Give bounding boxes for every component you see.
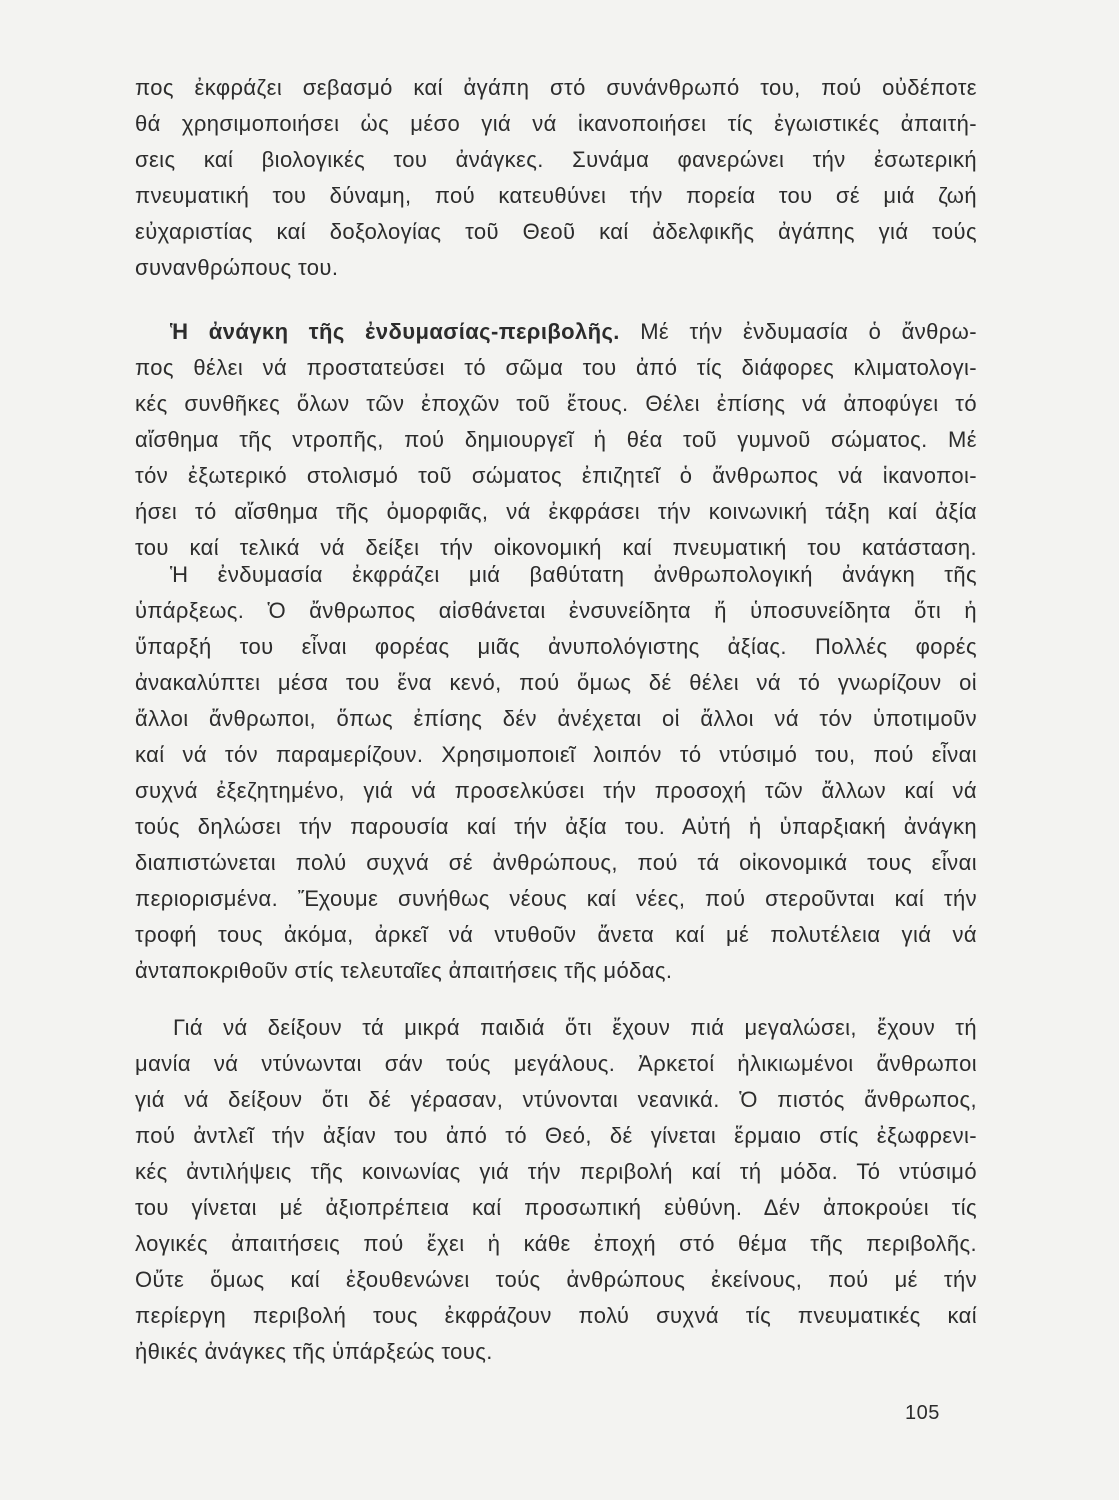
text-line: ήσει τό αἴσθημα τῆς ὀμορφιᾶς, νά ἐκφράσει τήν κοινωνική τάξη καί ἀξία	[135, 499, 977, 524]
text-line: πος ἐκφράζει σεβασμό καί ἀγάπη στό συνάνθρωπό του, πού οὐδέποτε	[135, 75, 977, 100]
page-number: 105	[905, 1402, 940, 1424]
text-line: περιορισμένα. Ἔχουμε συνήθως νέους καί νέες, πού στεροῦνται καί τήν	[135, 886, 977, 911]
paragraph-1	[135, 70, 977, 286]
text-line: περίεργη περιβολή τους ἐκφράζουν πολύ συχνά τίς πνευματικές καί	[135, 1303, 977, 1328]
section-heading: Ἡ ἀνάγκη τῆς ἐνδυμασίας-περιβολῆς.	[170, 319, 620, 344]
text-line: μανία νά ντύνωνται σάν τούς μεγάλους. Ἀρκετοί ἡλικιωμένοι ἄνθρωποι	[135, 1051, 977, 1076]
text-line: πνευματική του δύναμη, πού κατευθύνει τήν πορεία του σέ μιά ζωή	[135, 183, 977, 208]
heading-line-rest: Μέ τήν ἐνδυμασία ὁ ἄνθρω-	[619, 319, 977, 344]
text-line: γιά νά δείξουν ὅτι δέ γέρασαν, ντύνονται νεανικά. Ὁ πιστός ἄνθρωπος,	[135, 1087, 977, 1112]
paragraph-2	[135, 314, 977, 566]
text-line: ἀνακαλύπτει μέσα του ἕνα κενό, πού ὅμως δέ θέλει νά τό γνωρίζουν οἱ	[135, 670, 977, 695]
paragraph-3	[135, 557, 977, 989]
heading-line	[135, 314, 977, 350]
text-line: κές ἀντιλήψεις τῆς κοινωνίας γιά τήν περιβολή καί τή μόδα. Τό ντύσιμό	[135, 1159, 977, 1184]
text-line: πος θέλει νά προστατεύσει τό σῶμα του ἀπό τίς διάφορες κλιματολογι-	[135, 355, 977, 380]
text-line: ἄλλοι ἄνθρωποι, ὅπως ἐπίσης δέν ἀνέχεται οἱ ἄλλοι νά τόν ὑποτιμοῦν	[135, 706, 977, 731]
text-line: του καί τελικά νά δείξει τήν οἰκονομική καί πνευματική του κατάσταση.	[135, 535, 977, 560]
text-line: ὕπαρξή του εἶναι φορέας μιᾶς ἀνυπολόγιστης ἀξίας. Πολλές φορές	[135, 634, 977, 659]
text-line: διαπιστώνεται πολύ συχνά σέ ἀνθρώπους, πού τά οἰκονομικά τους εἶναι	[135, 850, 977, 875]
text-line: ὑπάρξεως. Ὁ ἄνθρωπος αἰσθάνεται ἐνσυνείδητα ἤ ὑποσυνείδητα ὅτι ἡ	[135, 598, 977, 623]
text-line: κές συνθῆκες ὅλων τῶν ἐποχῶν τοῦ ἔτους. Θέλει ἐπίσης νά ἀποφύγει τό	[135, 391, 977, 416]
text-line: καί νά τόν παραμερίζουν. Χρησιμοποιεῖ λοιπόν τό ντύσιμό του, πού εἶναι	[135, 742, 977, 767]
text-line: πού ἀντλεῖ τήν ἀξίαν του ἀπό τό Θεό, δέ γίνεται ἕρμαιο στίς ἐξωφρενι-	[135, 1123, 977, 1148]
text-line: σεις καί βιολογικές του ἀνάγκες. Συνάμα φανερώνει τήν ἐσωτερική	[135, 147, 977, 172]
text-line: του γίνεται μέ ἀξιοπρέπεια καί προσωπική εὐθύνη. Δέν ἀποκρούει τίς	[135, 1195, 977, 1220]
text-line: ἠθικές ἀνάγκες τῆς ὑπάρξεώς τους.	[135, 1339, 493, 1364]
text-line: Οὔτε ὅμως καί ἐξουθενώνει τούς ἀνθρώπους ἐκείνους, πού μέ τήν	[135, 1267, 977, 1292]
text-line: θά χρησιμοποιήσει ὡς μέσο γιά νά ἱκανοποιήσει τίς ἐγωιστικές ἀπαιτή-	[135, 111, 977, 136]
text-line: Γιά νά δείξουν τά μικρά παιδιά ὅτι ἔχουν πιά μεγαλώσει, ἔχουν τή	[173, 1015, 977, 1040]
text-line: τροφή τους ἀκόμα, ἀρκεῖ νά ντυθοῦν ἄνετα καί μέ πολυτέλεια γιά νά	[135, 922, 977, 947]
text-line: τούς δηλώσει τήν παρουσία καί τήν ἀξία του. Αὐτή ἡ ὑπαρξιακή ἀνάγκη	[135, 814, 977, 839]
text-line: συχνά ἐξεζητημένο, γιά νά προσελκύσει τήν προσοχή τῶν ἄλλων καί νά	[135, 778, 977, 803]
text-line: τόν ἐξωτερικό στολισμό τοῦ σώματος ἐπιζητεῖ ὁ ἄνθρωπος νά ἱκανοποι-	[135, 463, 977, 488]
text-line: συνανθρώπους του.	[135, 255, 339, 280]
text-line: αἴσθημα τῆς ντροπῆς, πού δημιουργεῖ ἡ θέα τοῦ γυμνοῦ σώματος. Μέ	[135, 427, 977, 452]
text-line: ἀνταποκριθοῦν στίς τελευταῖες ἀπαιτήσεις τῆς μόδας.	[135, 958, 673, 983]
text-line: Ἡ ἐνδυμασία ἐκφράζει μιά βαθύτατη ἀνθρωπολογική ἀνάγκη τῆς	[170, 562, 977, 587]
paragraph-4	[135, 1010, 977, 1370]
text-line: εὐχαριστίας καί δοξολογίας τοῦ Θεοῦ καί ἀδελφικῆς ἀγάπης γιά τούς	[135, 219, 977, 244]
text-line: λογικές ἀπαιτήσεις πού ἔχει ἡ κάθε ἐποχή στό θέμα τῆς περιβολῆς.	[135, 1231, 977, 1256]
